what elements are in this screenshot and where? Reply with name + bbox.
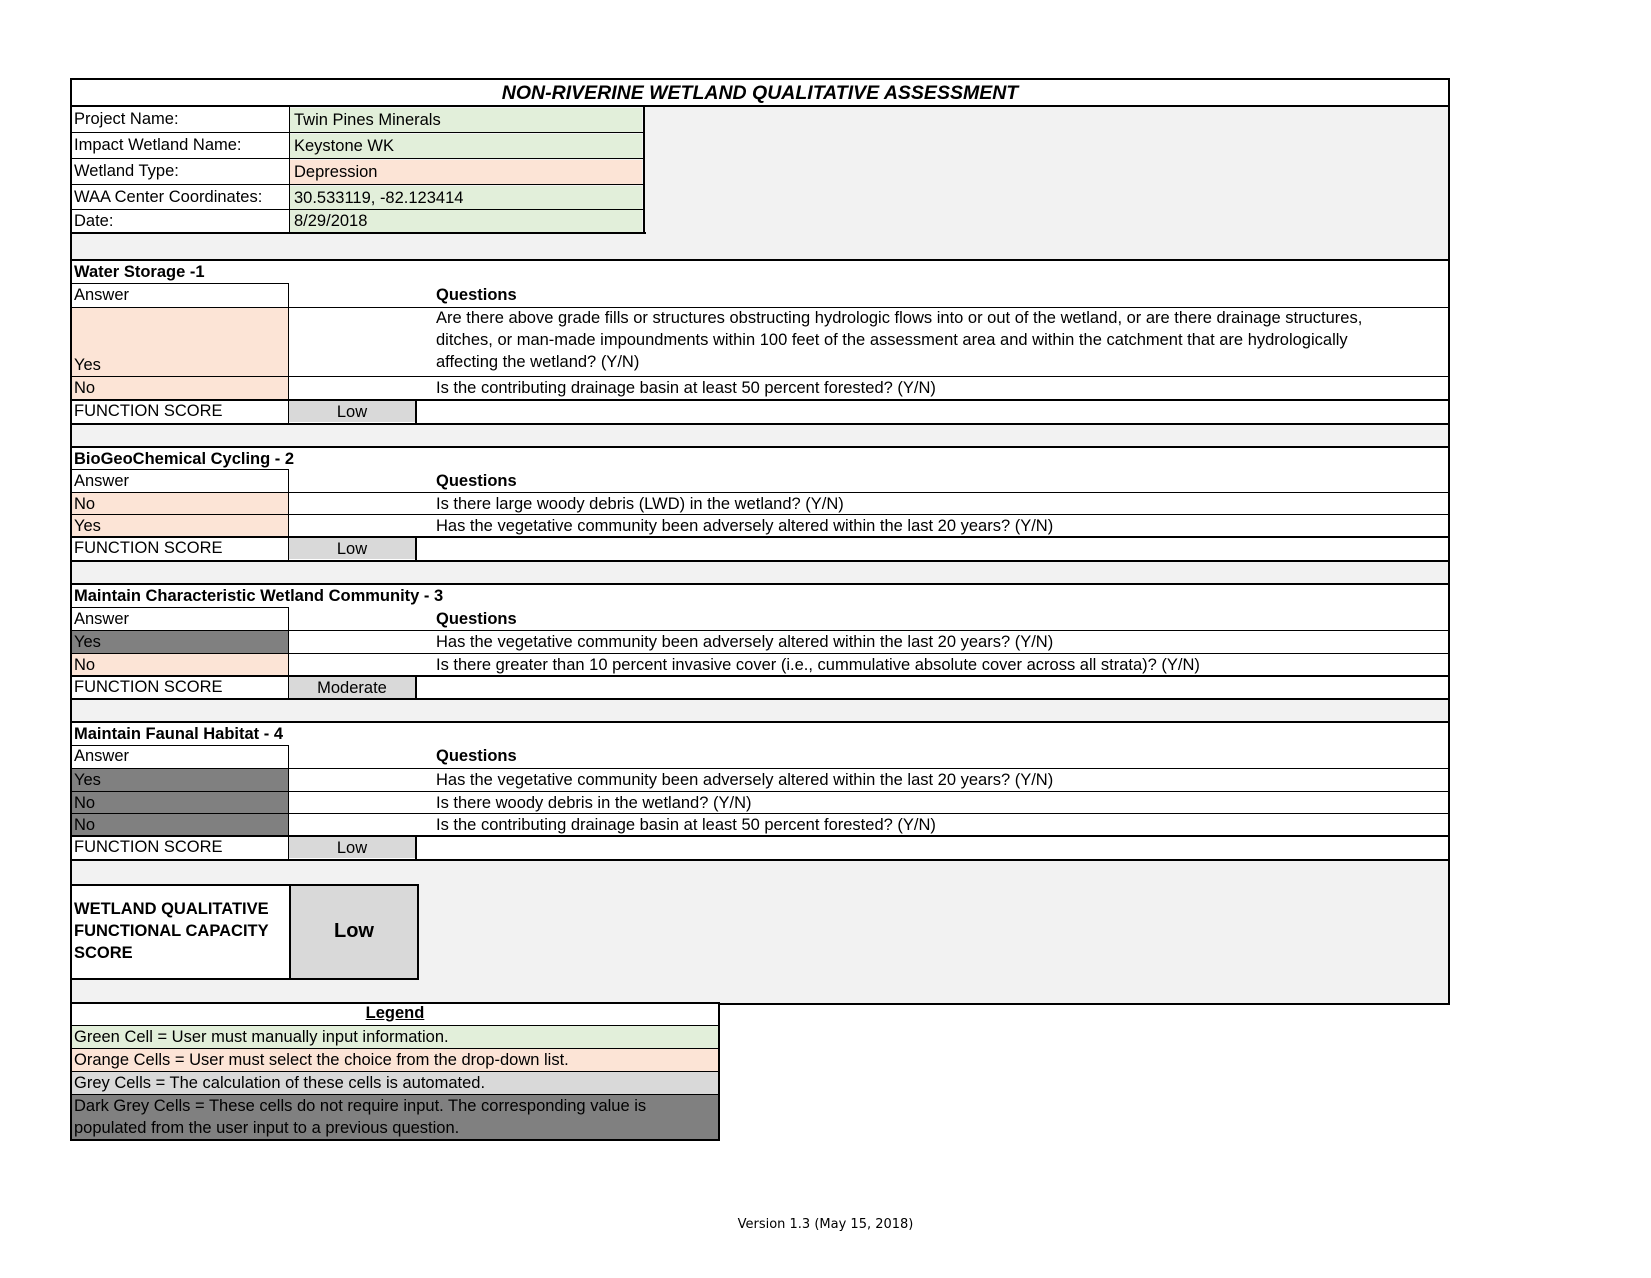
questions-header: Questions xyxy=(436,286,517,304)
answer-header: Answer xyxy=(74,286,130,304)
question-text: Has the vegetative community been adversely altered within the last 20 years? (Y/N) xyxy=(436,633,1054,651)
questions-header: Questions xyxy=(436,747,517,765)
section-title: BioGeoChemical Cycling - 2 xyxy=(74,450,295,468)
answer-select[interactable] xyxy=(72,493,288,514)
answer-select[interactable] xyxy=(72,377,288,399)
answer-value: No xyxy=(74,379,96,397)
date-label: Date: xyxy=(74,212,114,230)
answer-value: No xyxy=(74,794,96,812)
function-score-value: Low xyxy=(289,401,415,422)
question-text: Is there woody debris in the wetland? (Y/N) xyxy=(436,794,752,812)
question-text: Is there large woody debris (LWD) in the wetland? (Y/N) xyxy=(436,495,844,513)
answer-header: Answer xyxy=(74,472,130,490)
overall-label: FUNCTIONAL CAPACITY xyxy=(74,922,269,940)
function-score-value: Low xyxy=(289,538,415,559)
answer-computed xyxy=(72,769,288,791)
function-score-label: FUNCTION SCORE xyxy=(74,678,223,696)
question-text: Are there above grade fills or structures obstructing hydrologic flows into or out of the wetland, or are there drainage structures, xyxy=(436,309,1363,327)
question-text: Is the contributing drainage basin at least 50 percent forested? (Y/N) xyxy=(436,816,936,834)
questions-header: Questions xyxy=(436,610,517,628)
wetland-name-label: Impact Wetland Name: xyxy=(74,136,242,154)
answer-select[interactable] xyxy=(72,515,288,536)
overall-label: WETLAND QUALITATIVE xyxy=(74,900,269,918)
version-footer: Version 1.3 (May 15, 2018) xyxy=(737,1217,914,1232)
question-text: Has the vegetative community been adversely altered within the last 20 years? (Y/N) xyxy=(436,517,1054,535)
question-text: Is the contributing drainage basin at least 50 percent forested? (Y/N) xyxy=(436,379,936,397)
question-text: Is there greater than 10 percent invasive cover (i.e., cummulative absolute cover across all strata)? (Y/N) xyxy=(436,656,1200,674)
legend-green: Green Cell = User must manually input information. xyxy=(72,1026,718,1048)
wetland-type-select[interactable]: Depression xyxy=(290,160,642,184)
answer-computed xyxy=(72,631,288,653)
question-text: ditches, or man-made impoundments within 100 feet of the assessment area and within the catchment that are hydrologically xyxy=(436,331,1348,349)
answer-select[interactable] xyxy=(72,654,288,675)
wetland-name-field[interactable]: Keystone WK xyxy=(290,134,642,158)
section-title: Maintain Characteristic Wetland Community - 3 xyxy=(74,587,444,605)
answer-header: Answer xyxy=(74,610,130,628)
answer-header: Answer xyxy=(74,747,130,765)
section-title: Water Storage -1 xyxy=(74,263,205,281)
answer-value: No xyxy=(74,495,96,513)
answer-value: Yes xyxy=(74,356,101,374)
overall-score-value: Low xyxy=(334,920,374,942)
question-text: Has the vegetative community been adversely altered within the last 20 years? (Y/N) xyxy=(436,771,1054,789)
legend-dark-grey: Dark Grey Cells = These cells do not require input. The corresponding value is xyxy=(74,1097,647,1115)
wetland-type-label: Wetland Type: xyxy=(74,162,179,180)
overall-label: SCORE xyxy=(74,944,133,962)
questions-header: Questions xyxy=(436,472,517,490)
project-name-label: Project Name: xyxy=(74,110,179,128)
page-title: NON-RIVERINE WETLAND QUALITATIVE ASSESSMENT xyxy=(72,80,1448,107)
answer-computed xyxy=(72,814,288,835)
coordinates-label: WAA Center Coordinates: xyxy=(74,188,263,206)
section-title: Maintain Faunal Habitat - 4 xyxy=(74,725,284,743)
function-score-label: FUNCTION SCORE xyxy=(74,539,223,557)
legend-orange: Orange Cells = User must select the choice from the drop-down list. xyxy=(72,1049,718,1071)
legend-dark-grey: populated from the user input to a previous question. xyxy=(74,1119,460,1137)
answer-value: No xyxy=(74,656,96,674)
date-field[interactable]: 8/29/2018 xyxy=(290,210,642,232)
answer-value: Yes xyxy=(74,633,101,651)
function-score-value: Low xyxy=(289,837,415,858)
function-score-label: FUNCTION SCORE xyxy=(74,402,223,420)
project-name-field[interactable]: Twin Pines Minerals xyxy=(290,108,642,132)
question-text: affecting the wetland? (Y/N) xyxy=(436,353,640,371)
answer-computed xyxy=(72,792,288,813)
answer-select[interactable] xyxy=(72,308,288,376)
function-score-value: Moderate xyxy=(289,677,415,698)
legend-title: Legend xyxy=(365,1004,425,1022)
answer-value: Yes xyxy=(74,771,101,789)
answer-value: No xyxy=(74,816,96,834)
legend-grey: Grey Cells = The calculation of these cells is automated. xyxy=(72,1072,718,1095)
function-score-label: FUNCTION SCORE xyxy=(74,838,223,856)
answer-value: Yes xyxy=(74,517,101,535)
coordinates-field[interactable]: 30.533119, -82.123414 xyxy=(290,186,642,210)
